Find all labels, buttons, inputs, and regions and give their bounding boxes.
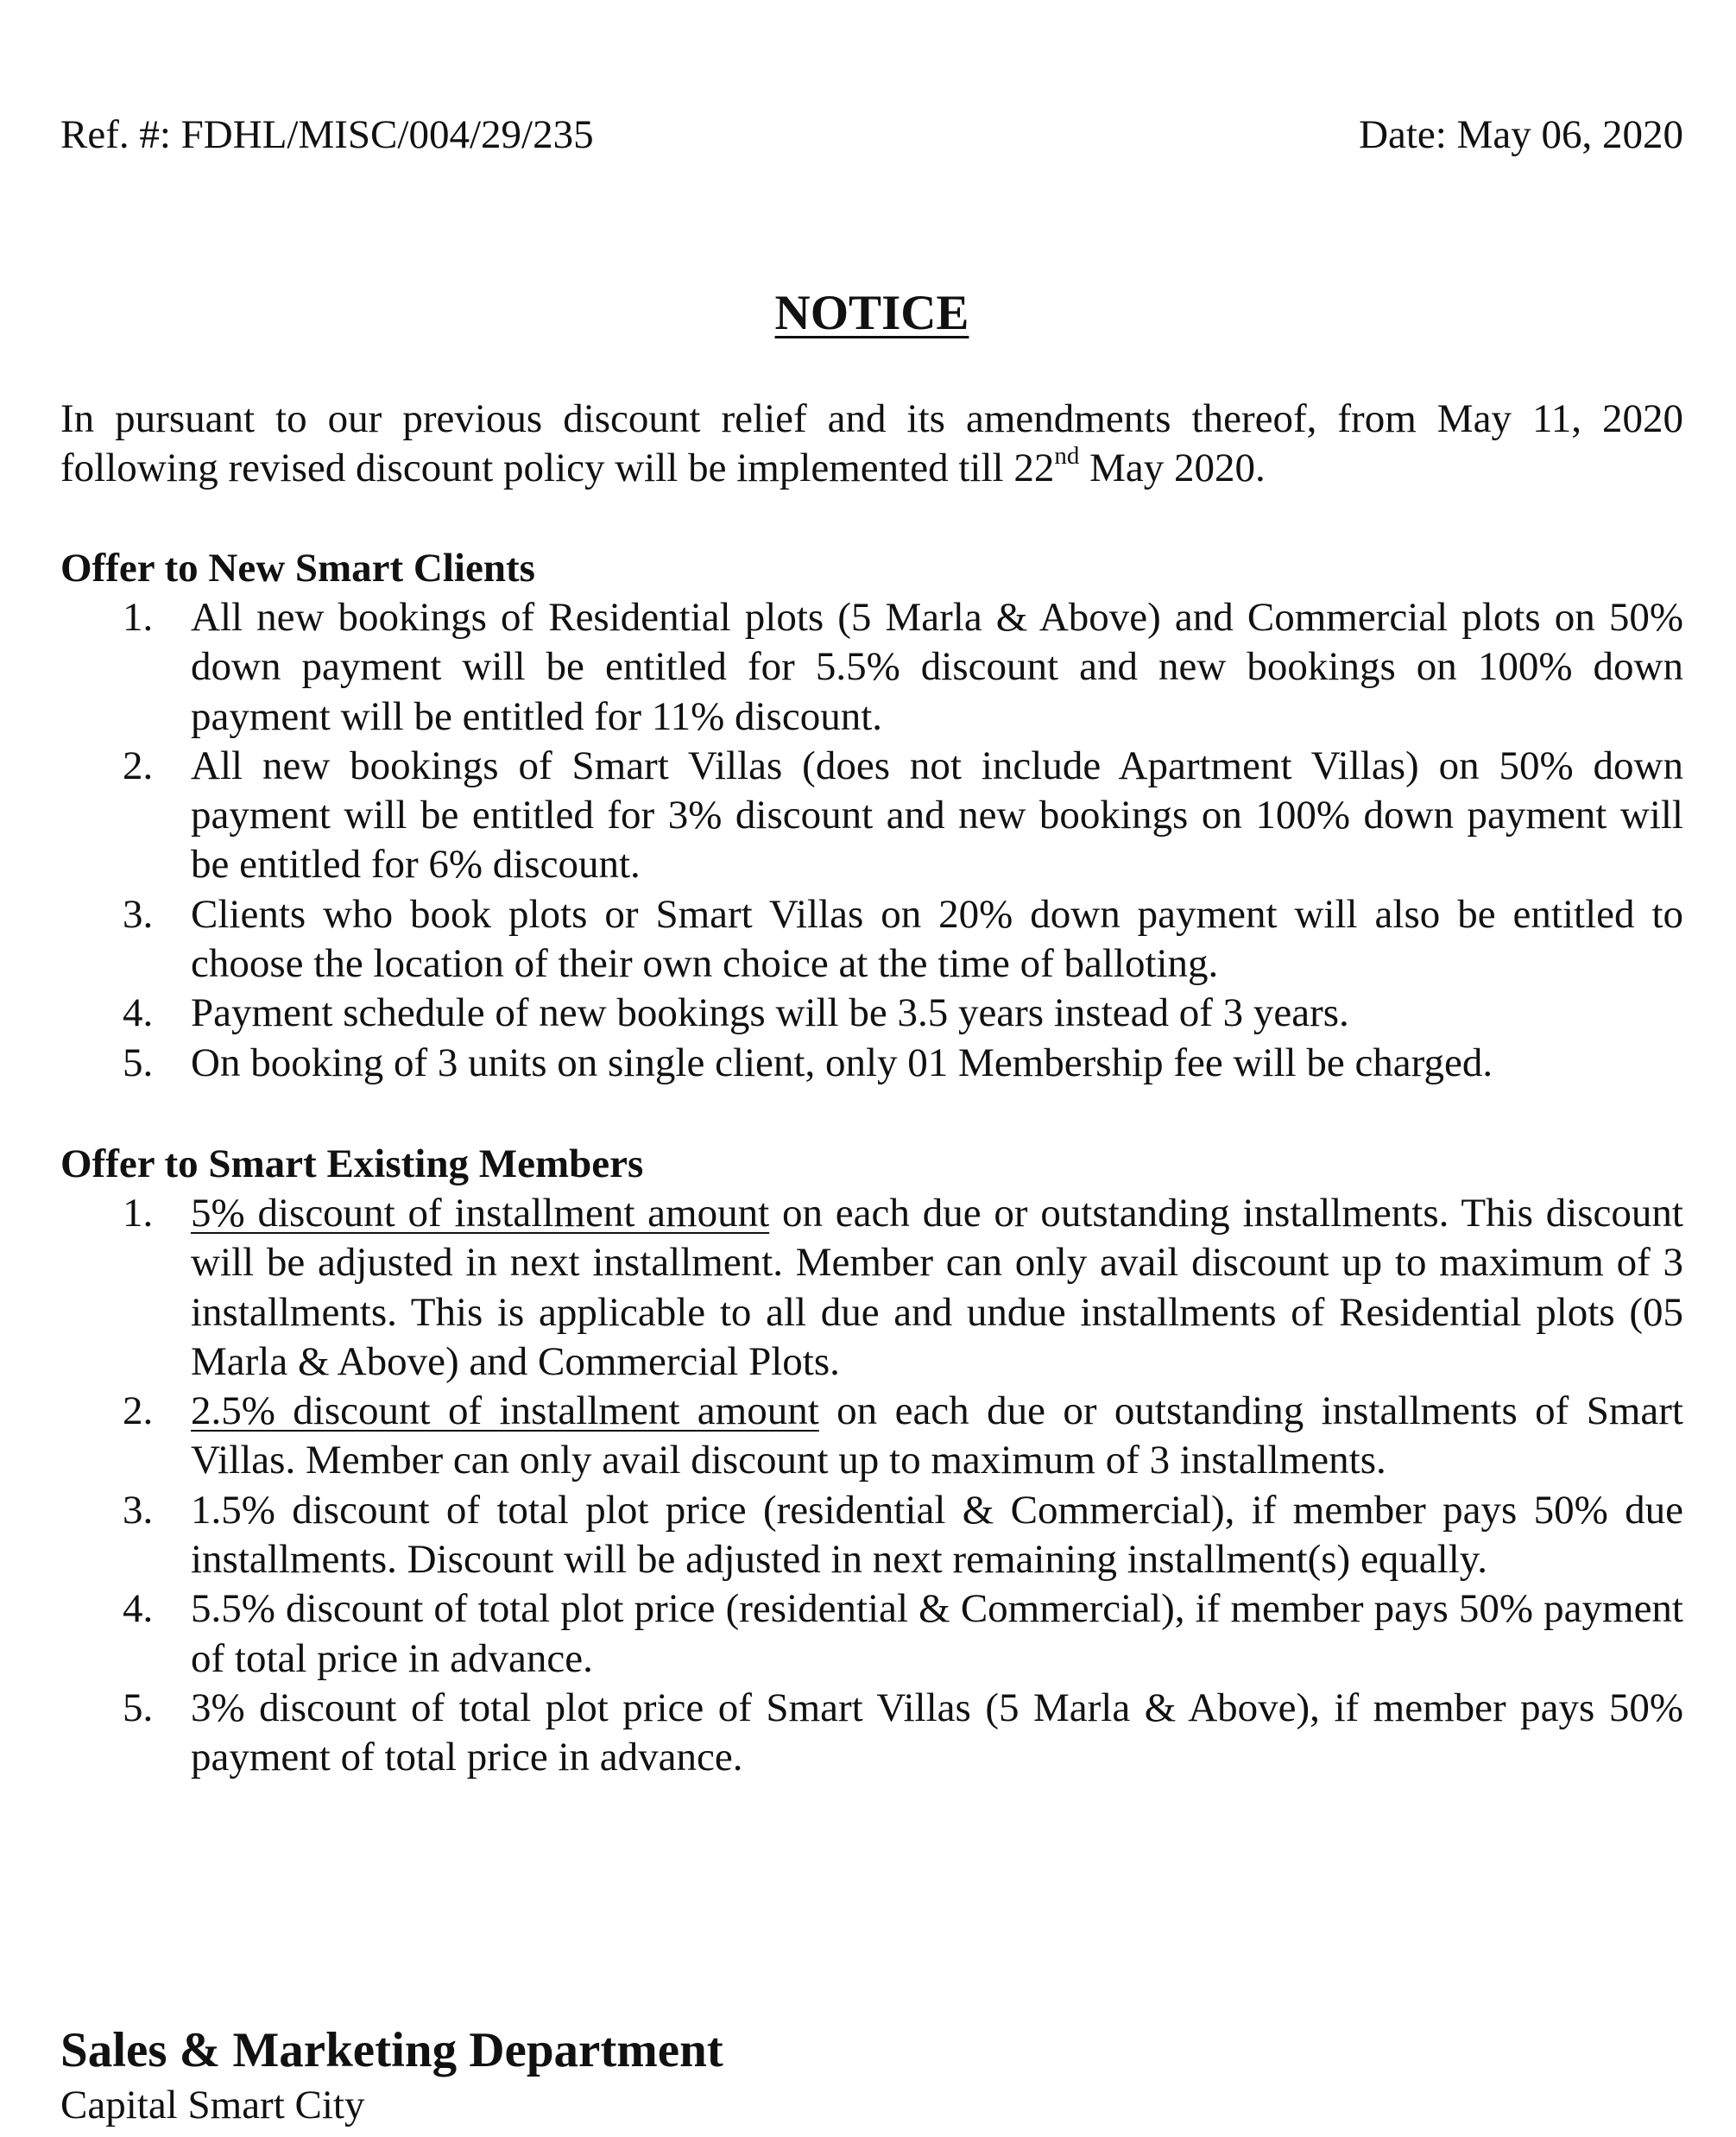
list-item <box>60 742 1683 890</box>
list-item-text: All new bookings of Residential plots (5 Marla & Above) and Commercial plots on 50% down payment will be entitled for 5.5% discount and new bookings on 100% down payment will be entitled for 11% discount. <box>191 595 1683 739</box>
list-item-text: Clients who book plots or Smart Villas on 20% down payment will also be entitled to choose the location of their own choice at the time of balloting. <box>191 891 1683 987</box>
list-item <box>60 890 1683 989</box>
list-item-text: All new bookings of Smart Villas (does not include Apartment Villas) on 50% down payment will be entitled for 3% discount and new bookings on 100% down payment will be entitled for 6% discount. <box>191 743 1683 888</box>
list-item-emphasis: 5% discount of installment amount <box>191 1191 770 1236</box>
page-title <box>60 285 1683 342</box>
list-item <box>60 593 1683 742</box>
list-item-text: on each due or outstanding installments of Smart Villas. Member can only avail discount up to maximum of 3 installments. <box>191 1388 1683 1483</box>
list-item-number: 5. <box>123 1040 154 1085</box>
list-item-number: 1. <box>123 1191 154 1236</box>
list-item <box>60 1189 1683 1387</box>
list-item <box>60 1387 1683 1486</box>
list-item-text: 1.5% discount of total plot price (residential & Commercial), if member pays 50% due installments. Discount will be adjusted in next remaining installment(s) equally. <box>191 1487 1683 1583</box>
reference-number: Ref. #: FDHL/MISC/004/29/235 <box>60 112 594 157</box>
list-item <box>60 989 1683 1038</box>
existing-members-list <box>60 1189 1683 1783</box>
list-item <box>60 1486 1683 1585</box>
list-item <box>60 1584 1683 1684</box>
existing-members-heading: Offer to Smart Existing Members <box>60 1141 644 1186</box>
intro-text-end: May 2020. <box>1079 446 1266 490</box>
new-clients-heading: Offer to New Smart Clients <box>60 546 535 591</box>
list-item-number: 4. <box>123 1586 154 1632</box>
list-item-number: 3. <box>123 891 154 937</box>
list-item-text: on each due or outstanding installments. This discount will be adjusted in next installment. Member can only avail discount up to maximum of 3 installments. This is applicable to all due and undue installments of Residential plots (05 Marla & Above) and Commercial Plots. <box>191 1191 1683 1384</box>
list-item-number: 3. <box>123 1487 154 1533</box>
new-clients-list <box>60 593 1683 1088</box>
intro-superscript: nd <box>1054 442 1080 470</box>
list-item-number: 2. <box>123 1388 154 1434</box>
header-row <box>60 111 1683 159</box>
list-item <box>60 1039 1683 1088</box>
list-item-number: 2. <box>123 743 154 788</box>
list-item-text: Payment schedule of new bookings will be 3.5 years instead of 3 years. <box>191 990 1349 1036</box>
organization-name: Capital Smart City <box>60 2083 365 2128</box>
department-name: Sales & Marketing Department <box>60 2023 723 2077</box>
list-item-number: 1. <box>123 595 154 640</box>
list-item-text: On booking of 3 units on single client, only 01 Membership fee will be charged. <box>191 1040 1493 1085</box>
title-text: NOTICE <box>774 286 969 340</box>
list-item-text: 5.5% discount of total plot price (residential & Commercial), if member pays 50% payment of total price in advance. <box>191 1586 1683 1681</box>
list-item <box>60 1684 1683 1783</box>
list-item-emphasis: 2.5% discount of installment amount <box>191 1388 819 1434</box>
notice-date: Date: May 06, 2020 <box>1359 112 1683 157</box>
list-item-text: 3% discount of total plot price of Smart Villas (5 Marla & Above), if member pays 50% payment of total price in advance. <box>191 1685 1683 1780</box>
intro-paragraph <box>60 395 1683 493</box>
intro-text: In pursuant to our previous discount relief and its amendments thereof, from May 11, 2020 following revised discount policy will be implemented till 22 <box>60 396 1683 490</box>
notice-page <box>60 0 1683 2137</box>
list-item-number: 5. <box>123 1685 154 1730</box>
list-item-number: 4. <box>123 990 154 1036</box>
